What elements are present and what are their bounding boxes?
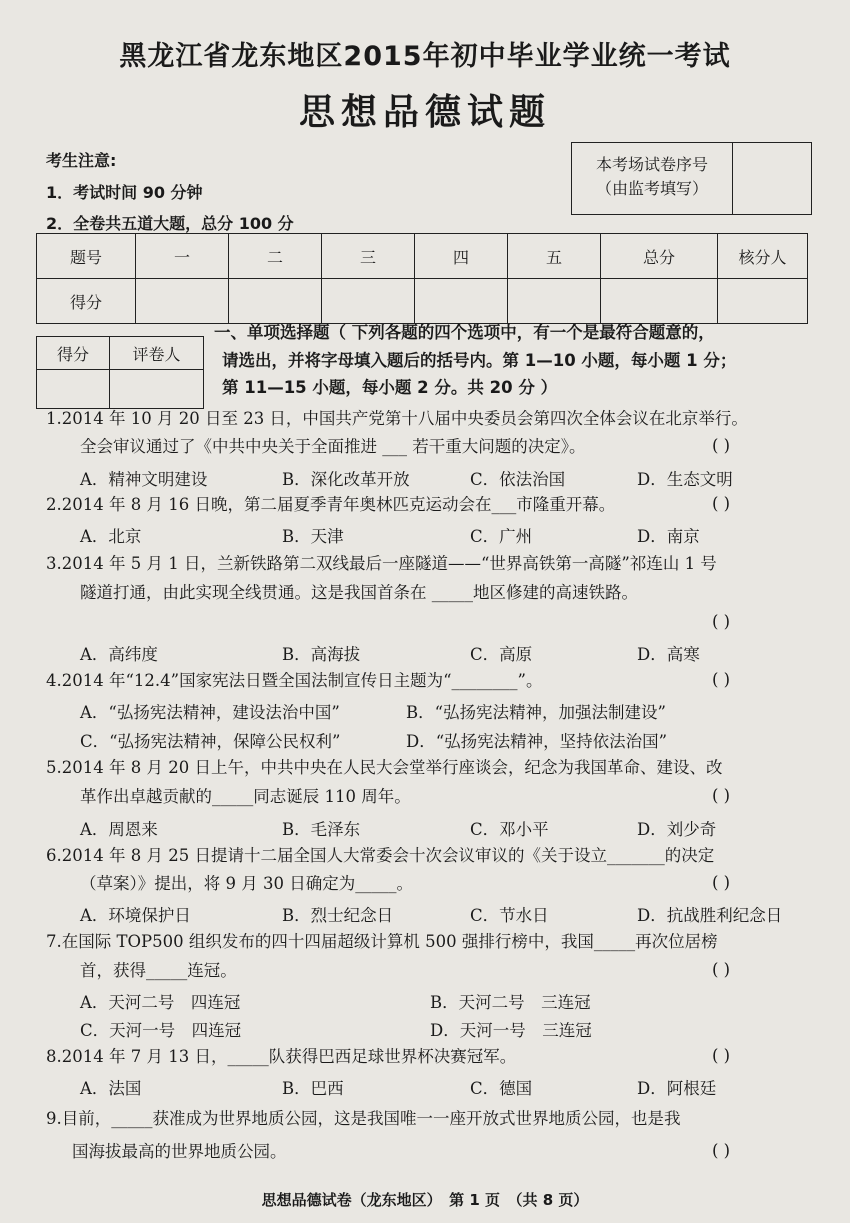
answer-paren[interactable]: ( ) xyxy=(712,873,731,892)
seat-label-line1: 本考场试卷序号 xyxy=(595,155,708,174)
notice-item: 1．考试时间 90 分钟 xyxy=(46,183,203,202)
question-text: 首，获得_____连冠。 xyxy=(80,961,237,980)
table-header-cell: 总分 xyxy=(601,234,718,279)
table-header-cell: 一 xyxy=(136,234,229,279)
option: A．高纬度 xyxy=(80,645,158,664)
option: C．高原 xyxy=(470,645,533,664)
notice-heading: 考生注意: xyxy=(46,151,117,170)
grader-name-cell[interactable] xyxy=(110,370,204,409)
grader-header-cell: 评卷人 xyxy=(110,337,204,370)
option: D．高寒 xyxy=(637,645,700,664)
grader-header-cell: 得分 xyxy=(37,337,110,370)
option: B．烈士纪念日 xyxy=(282,906,394,925)
question-text: 国海拔最高的世界地质公园。 xyxy=(72,1142,287,1161)
question-text: 6.2014 年 8 月 25 日提请十二届全国人大常委会十次会议审议的《关于设立_______的决定 xyxy=(46,846,715,865)
answer-paren[interactable]: ( ) xyxy=(712,612,731,631)
option: A．“弘扬宪法精神，建设法治中国” xyxy=(80,703,340,722)
section-instructions: 一、单项选择题（ 下列各题的四个选项中，有一个是最符合题意的， xyxy=(214,323,715,342)
option: D．南京 xyxy=(637,527,700,546)
option: C．广州 xyxy=(470,527,533,546)
score-cell[interactable] xyxy=(508,279,601,324)
score-table-row xyxy=(37,279,808,324)
score-cell[interactable] xyxy=(601,279,718,324)
option: B．天津 xyxy=(282,527,344,546)
option: A．天河二号 四连冠 xyxy=(80,993,241,1012)
question-text: 5.2014 年 8 月 20 日上午，中共中央在人民大会堂举行座谈会，纪念为我国革命、建设、改 xyxy=(46,758,723,777)
option: A．周恩来 xyxy=(80,820,158,839)
question-text: 3.2014 年 5 月 1 日，兰新铁路第二双线最后一座隧道——“世界高铁第一高隧”祁连山 1 号 xyxy=(46,554,717,573)
question-text: 4.2014 年“12.4”国家宪法日暨全国法制宣传日主题为“________”。 xyxy=(46,671,543,690)
option: D．阿根廷 xyxy=(637,1079,717,1098)
seat-number-field[interactable] xyxy=(733,143,811,214)
table-header-cell: 题号 xyxy=(37,234,136,279)
option: B．巴西 xyxy=(282,1079,344,1098)
question-text: 革作出卓越贡献的_____同志诞辰 110 周年。 xyxy=(80,787,411,806)
option: A．法国 xyxy=(80,1079,142,1098)
score-cell[interactable] xyxy=(415,279,508,324)
option: C．依法治国 xyxy=(470,470,566,489)
question-text: （草案）》提出，将 9 月 30 日确定为_____。 xyxy=(80,874,413,893)
option: C．邓小平 xyxy=(470,820,549,839)
answer-paren[interactable]: ( ) xyxy=(712,1141,731,1160)
question-text: 隧道打通，由此实现全线贯通。这是我国首条在 _____地区修建的高速铁路。 xyxy=(80,583,638,602)
answer-paren[interactable]: ( ) xyxy=(712,786,731,805)
grader-header-row xyxy=(37,337,204,370)
grader-row xyxy=(37,370,204,409)
score-cell[interactable] xyxy=(229,279,322,324)
option: D．“弘扬宪法精神，坚持依法治国” xyxy=(406,732,668,751)
score-table xyxy=(36,233,808,324)
score-cell[interactable] xyxy=(322,279,415,324)
option: D．天河一号 三连冠 xyxy=(430,1021,592,1040)
option: C．天河一号 四连冠 xyxy=(80,1021,242,1040)
table-header-cell: 四 xyxy=(415,234,508,279)
answer-paren[interactable]: ( ) xyxy=(712,1046,731,1065)
score-cell[interactable] xyxy=(718,279,808,324)
row-label: 得分 xyxy=(37,279,136,324)
table-header-cell: 五 xyxy=(508,234,601,279)
option: D．生态文明 xyxy=(637,470,733,489)
answer-paren[interactable]: ( ) xyxy=(712,494,731,513)
notice-item: 2．全卷共五道大题，总分 100 分 xyxy=(46,214,294,233)
seat-label-line2: （由监考填写） xyxy=(595,179,708,198)
question-text: 8.2014 年 7 月 13 日，_____队获得巴西足球世界杯决赛冠军。 xyxy=(46,1047,517,1066)
score-table-header-row xyxy=(37,234,808,279)
table-header-cell: 核分人 xyxy=(718,234,808,279)
table-header-cell: 三 xyxy=(322,234,415,279)
option: C．“弘扬宪法精神，保障公民权利” xyxy=(80,732,341,751)
option: B．高海拔 xyxy=(282,645,361,664)
option: D．刘少奇 xyxy=(637,820,717,839)
seat-number-box xyxy=(571,142,812,215)
question-text: 2.2014 年 8 月 16 日晚，第二届夏季青年奥林匹克运动会在___市隆重开幕。 xyxy=(46,495,616,514)
answer-paren[interactable]: ( ) xyxy=(712,670,731,689)
section-instructions: 第 11—15 小题，每小题 2 分。共 20 分 ） xyxy=(222,378,558,397)
section-instructions: 请选出，并将字母填入题后的括号内。第 1—10 小题，每小题 1 分； xyxy=(222,351,737,370)
option: D．抗战胜利纪念日 xyxy=(637,906,783,925)
answer-paren[interactable]: ( ) xyxy=(712,436,731,455)
score-cell[interactable] xyxy=(136,279,229,324)
grader-score-cell[interactable] xyxy=(37,370,110,409)
option: A．精神文明建设 xyxy=(80,470,208,489)
option: A．环境保护日 xyxy=(80,906,191,925)
answer-paren[interactable]: ( ) xyxy=(712,960,731,979)
question-text: 1.2014 年 10 月 20 日至 23 日，中国共产党第十八届中央委员会第四次全体会议在北京举行。 xyxy=(46,409,748,428)
option: C．节水日 xyxy=(470,906,549,925)
option: C．德国 xyxy=(470,1079,533,1098)
page-footer: 思想品德试卷（龙东地区） 第 1 页 （共 8 页） xyxy=(261,1191,589,1209)
option: B．天河二号 三连冠 xyxy=(430,993,591,1012)
question-text: 全会审议通过了《中共中央关于全面推进 ___ 若干重大问题的决定》。 xyxy=(80,437,586,456)
question-text: 7.在国际 TOP500 组织发布的四十四届超级计算机 500 强排行榜中，我国_____再次位居榜 xyxy=(46,932,718,951)
option: A．北京 xyxy=(80,527,142,546)
seat-number-label xyxy=(572,143,733,214)
table-header-cell: 二 xyxy=(229,234,322,279)
exam-title: 黑龙江省龙东地区2015年初中毕业学业统一考试 xyxy=(119,41,731,72)
option: B．深化改革开放 xyxy=(282,470,410,489)
option: B．“弘扬宪法精神，加强法制建设” xyxy=(406,703,666,722)
grader-table xyxy=(36,336,204,409)
question-text: 9.目前，_____获准成为世界地质公园，这是我国唯一一座开放式世界地质公园，也是我 xyxy=(46,1109,681,1128)
subject-title: 思想品德试题 xyxy=(298,92,551,133)
option: B．毛泽东 xyxy=(282,820,361,839)
